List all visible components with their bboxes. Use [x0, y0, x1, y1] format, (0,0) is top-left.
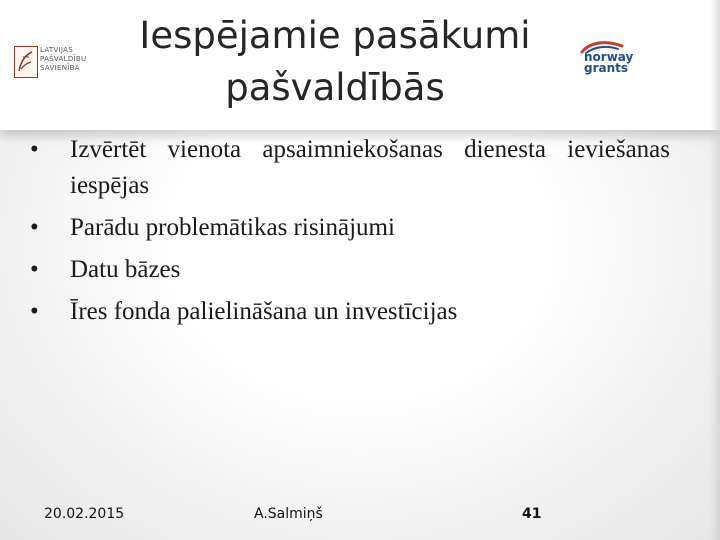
- lps-logo-line: PAŠVALDĪBU: [40, 55, 87, 63]
- norway-grants-word-2: grants: [584, 61, 629, 75]
- bullet-text: Izvērtēt vienota apsaimniekošanas dienesta ieviešanas iespējas: [70, 136, 670, 199]
- title-line-2: pašvaldībās: [225, 66, 445, 109]
- right-edge-shadow: [710, 0, 720, 540]
- lps-crest-icon: [14, 46, 38, 78]
- footer-author: A.Salmiņš: [254, 506, 323, 522]
- slide-title: [120, 10, 550, 114]
- bullet-marker: •: [30, 136, 39, 163]
- norway-grants-logo: [576, 40, 636, 80]
- bullet-item: [30, 132, 670, 204]
- bullet-text: Īres fonda palielināšana un investīcijas: [70, 298, 458, 325]
- footer-date: 20.02.2015: [44, 506, 125, 522]
- norway-grants-word-1: norway: [584, 50, 634, 64]
- bullet-marker: •: [30, 214, 39, 241]
- bullet-marker: •: [30, 298, 39, 325]
- bullet-item: [30, 252, 670, 288]
- bullet-item: [30, 294, 670, 330]
- bullet-text: Datu bāzes: [70, 256, 181, 283]
- lps-logo-text: [40, 46, 86, 73]
- bullet-list: [30, 132, 670, 336]
- lps-logo-line: SAVIENĪBA: [40, 64, 80, 72]
- footer-page-number: 41: [522, 506, 542, 522]
- bullet-item: [30, 210, 670, 246]
- lps-logo: [14, 46, 104, 80]
- title-line-1: Iespējamie pasākumi: [139, 14, 531, 57]
- lps-logo-line: LATVIJAS: [40, 46, 74, 54]
- bullet-marker: •: [30, 256, 39, 283]
- bullet-text: Parādu problemātikas risinājumi: [70, 214, 395, 241]
